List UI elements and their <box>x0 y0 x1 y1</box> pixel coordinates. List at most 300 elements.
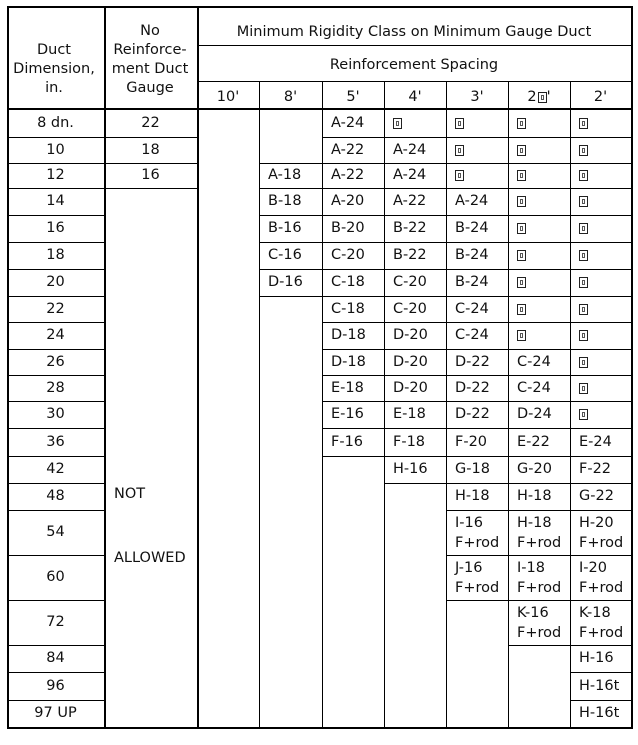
duct-dimension-cell: 14 <box>46 193 65 210</box>
header-line-spacing <box>197 81 631 82</box>
rigidity-cell-c4 <box>384 110 455 137</box>
rigidity-cell-c5: E-18 <box>331 379 364 396</box>
missing-glyph-icon <box>517 170 526 181</box>
cell-line: F+rod <box>517 534 562 551</box>
row-line-c2 <box>570 242 631 243</box>
row-line-c5 <box>322 375 384 376</box>
header-spacing-3 <box>384 86 446 108</box>
rigidity-cell-c5: A-24 <box>331 115 365 132</box>
rigidity-cell-c3: H-18 <box>455 488 490 505</box>
col-line-header <box>570 81 571 110</box>
duct-dimension-cell: 42 <box>46 461 65 478</box>
col-line-header <box>322 81 323 110</box>
rigidity-cell-c2h <box>508 242 579 269</box>
rigidity-cell-c3: B-24 <box>455 274 489 291</box>
cell-line: F+rod <box>517 579 562 596</box>
rigidity-cell-c2h <box>508 269 579 296</box>
header-spacing-label: 2' <box>593 88 608 105</box>
rigidity-cell-c4: E-18 <box>393 406 426 423</box>
gauge-cell: 18 <box>141 141 160 158</box>
duct-dimension-cell: 20 <box>46 274 65 291</box>
row-line-c4 <box>384 483 446 484</box>
row-line-c2 <box>570 137 631 138</box>
row-line-c5 <box>322 401 384 402</box>
row-line-c3 <box>446 269 508 270</box>
rigidity-cell-c8: B-18 <box>268 193 302 210</box>
row-line-c2h <box>508 349 570 350</box>
header-minimum-rigidity: Minimum Rigidity Class on Minimum Gauge Duct <box>236 24 592 40</box>
table-border-left <box>7 6 9 729</box>
cell-line: I-20 <box>579 559 607 576</box>
duct-dimension-cell: 18 <box>46 247 65 264</box>
col-line-body <box>384 110 385 727</box>
rigidity-cell-c3: B-24 <box>455 247 489 264</box>
missing-glyph-icon <box>517 277 526 288</box>
row-line-dimension <box>7 510 104 511</box>
row-line-c2h <box>508 510 570 511</box>
missing-glyph-icon <box>579 170 588 181</box>
missing-glyph-icon <box>579 383 588 394</box>
row-line-c4 <box>384 375 446 376</box>
header-duct-dimension-line: Duct <box>36 42 71 58</box>
rigidity-cell-c2: E-24 <box>579 433 612 450</box>
header-duct-dimension-line: Dimension, <box>13 61 95 77</box>
header-spacing-label: 8' <box>283 88 298 105</box>
rigidity-cell-c2: G-22 <box>579 488 614 505</box>
rigidity-cell-c2 <box>570 375 638 401</box>
col-line-2 <box>197 6 199 729</box>
rigidity-cell-c3 <box>446 110 517 137</box>
rigidity-cell-c2h <box>508 600 579 645</box>
row-line-c2h <box>508 242 570 243</box>
row-line-c2 <box>570 215 631 216</box>
rigidity-cell-c3: G-18 <box>455 461 490 478</box>
row-line-c3 <box>446 163 508 164</box>
row-line-c3 <box>446 296 508 297</box>
rigidity-cell-c4: H-16 <box>393 461 428 478</box>
rigidity-cell-c2h: G-20 <box>517 461 552 478</box>
row-line-c2 <box>570 600 631 601</box>
row-line-c3 <box>446 428 508 429</box>
col-line-header <box>508 81 509 110</box>
row-line-c3 <box>446 401 508 402</box>
rigidity-cell-c4: A-24 <box>393 141 427 158</box>
rigidity-cell-c2 <box>570 269 638 296</box>
rigidity-cell-c3 <box>446 510 517 555</box>
missing-glyph-icon <box>517 250 526 261</box>
header-spacing-1 <box>259 86 322 108</box>
rigidity-cell-c3: A-24 <box>455 193 489 210</box>
row-line-dimension <box>7 215 104 216</box>
rigidity-cell-c2 <box>570 110 638 137</box>
missing-glyph-icon <box>579 304 588 315</box>
cell-line: F+rod <box>579 579 624 596</box>
rigidity-cell-c2 <box>570 188 638 215</box>
col-line-body <box>570 110 571 727</box>
row-line-c2 <box>570 428 631 429</box>
row-line-c2 <box>570 456 631 457</box>
rigidity-cell-c3: D-22 <box>455 353 490 370</box>
cell-line: H-20 <box>579 514 614 531</box>
row-line-c4 <box>384 349 446 350</box>
row-line-dimension <box>7 322 104 323</box>
col-line-header <box>259 81 260 110</box>
duct-dimension-cell: 72 <box>46 614 65 631</box>
missing-glyph-icon <box>579 330 588 341</box>
duct-dimension-cell: 84 <box>46 650 65 667</box>
rigidity-cell-c2h <box>508 322 579 349</box>
missing-glyph-icon <box>579 409 588 420</box>
cell-line: F+rod <box>579 624 624 641</box>
duct-dimension-cell: 10 <box>46 141 65 158</box>
missing-glyph-icon <box>579 196 588 207</box>
rigidity-cell-c5: C-18 <box>331 300 365 317</box>
duct-dimension-cell: 26 <box>46 353 65 370</box>
cell-line: K-16 <box>517 604 549 621</box>
cell-line: I-16 <box>455 514 483 531</box>
rigidity-cell-c2 <box>570 242 638 269</box>
rigidity-cell-c4: C-20 <box>393 300 427 317</box>
row-line-c2h <box>508 375 570 376</box>
col-line-header <box>384 81 385 110</box>
row-line-c8 <box>259 188 322 189</box>
rigidity-cell-c3: C-24 <box>455 300 489 317</box>
row-line-dimension <box>7 700 104 701</box>
rigidity-cell-c3: C-24 <box>455 327 489 344</box>
row-line-c2 <box>570 645 631 646</box>
col-line-header <box>446 81 447 110</box>
row-line-c5 <box>322 296 384 297</box>
missing-glyph-icon <box>579 250 588 261</box>
cell-line: H-18 <box>517 514 552 531</box>
missing-glyph-icon <box>579 223 588 234</box>
row-line-c5 <box>322 322 384 323</box>
row-line-c2h <box>508 401 570 402</box>
row-line-c5 <box>322 137 384 138</box>
missing-glyph-icon <box>455 145 464 156</box>
col-line-body <box>446 110 447 727</box>
row-line-c4 <box>384 188 446 189</box>
row-line-c4 <box>384 242 446 243</box>
row-line-c5 <box>322 242 384 243</box>
missing-glyph-icon <box>579 277 588 288</box>
rigidity-cell-c2 <box>570 163 638 188</box>
table-border-bottom <box>7 727 633 729</box>
duct-dimension-cell: 30 <box>46 406 65 423</box>
row-line-c2h <box>508 296 570 297</box>
table-border-right <box>631 6 633 729</box>
row-line-dimension <box>7 188 104 189</box>
header-spacing-5: 2 ' <box>527 88 551 105</box>
rigidity-cell-c2h <box>508 163 579 188</box>
row-line-c2h <box>508 322 570 323</box>
duct-dimension-cell: 97 UP <box>34 705 77 722</box>
duct-dimension-cell: 12 <box>46 167 65 184</box>
header-duct-dimension-line: in. <box>45 80 63 96</box>
rigidity-cell-c4: B-22 <box>393 220 427 237</box>
row-line-c5 <box>322 269 384 270</box>
cell-line: K-18 <box>579 604 611 621</box>
rigidity-cell-c3: D-22 <box>455 406 490 423</box>
row-line-c2 <box>570 700 631 701</box>
row-line-c2h <box>508 137 570 138</box>
row-line-dimension <box>7 600 104 601</box>
row-line-dimension <box>7 296 104 297</box>
rigidity-cell-c5: A-22 <box>331 141 365 158</box>
rigidity-cell-c4: D-20 <box>393 327 428 344</box>
rigidity-cell-c3 <box>446 137 517 163</box>
row-line-c4 <box>384 137 446 138</box>
cell-line: F+rod <box>455 534 500 551</box>
row-line-dimension <box>7 242 104 243</box>
row-line-c4 <box>384 215 446 216</box>
rigidity-cell-c2 <box>570 401 638 428</box>
duct-dimension-cell: 28 <box>46 379 65 396</box>
row-line-c8 <box>259 296 322 297</box>
rigidity-cell-c2h <box>508 137 579 163</box>
rigidity-cell-c2h: C-24 <box>517 353 551 370</box>
rigidity-cell-c2 <box>570 600 638 645</box>
rigidity-cell-c3 <box>446 163 517 188</box>
row-line-c2h <box>508 483 570 484</box>
rigidity-cell-c4: A-24 <box>393 167 427 184</box>
row-line-dimension <box>7 645 104 646</box>
row-line-c2 <box>570 188 631 189</box>
row-line-gauge <box>104 137 197 138</box>
missing-glyph-icon <box>517 304 526 315</box>
row-line-c3 <box>446 456 508 457</box>
cell-line: J-16 <box>455 559 483 576</box>
missing-glyph-icon <box>517 196 526 207</box>
duct-dimension-cell: 16 <box>46 220 65 237</box>
rigidity-cell-c4: F-18 <box>393 433 426 450</box>
row-line-c2 <box>570 510 631 511</box>
duct-dimension-cell: 54 <box>46 524 65 541</box>
missing-glyph-icon <box>579 357 588 368</box>
rigidity-cell-c5: C-18 <box>331 274 365 291</box>
row-line-dimension <box>7 672 104 673</box>
rigidity-cell-c2 <box>570 322 638 349</box>
row-line-c5 <box>322 215 384 216</box>
rigidity-cell-c2: H-16 <box>579 650 614 667</box>
cell-line: I-18 <box>517 559 545 576</box>
row-line-c2 <box>570 672 631 673</box>
row-line-c4 <box>384 428 446 429</box>
rigidity-cell-c2: F-22 <box>579 461 612 478</box>
rigidity-cell-c5: A-20 <box>331 193 365 210</box>
rigidity-cell-c2h <box>508 555 579 600</box>
row-line-dimension <box>7 163 104 164</box>
row-line-c3 <box>446 483 508 484</box>
missing-glyph-icon <box>393 118 402 129</box>
rigidity-cell-c2 <box>570 510 638 555</box>
col-line-1 <box>104 6 106 729</box>
row-line-c2 <box>570 401 631 402</box>
row-line-c8 <box>259 269 322 270</box>
rigidity-cell-c2h <box>508 188 579 215</box>
row-line-c2 <box>570 322 631 323</box>
row-line-c2 <box>570 349 631 350</box>
row-line-c5 <box>322 163 384 164</box>
header-spacing-label: 4' <box>408 88 422 105</box>
row-line-c3 <box>446 375 508 376</box>
rigidity-cell-c3 <box>446 555 517 600</box>
missing-glyph-icon <box>517 118 526 129</box>
header-no-reinforcement-gauge <box>104 22 196 98</box>
rigidity-cell-c4: B-22 <box>393 247 427 264</box>
rigidity-cell-c2h: D-24 <box>517 406 552 423</box>
rigidity-cell-c8: B-16 <box>268 220 302 237</box>
row-line-dimension <box>7 269 104 270</box>
row-line-c2 <box>570 163 631 164</box>
rigidity-cell-c5: F-16 <box>331 433 364 450</box>
cell-line: F+rod <box>579 534 624 551</box>
missing-glyph-icon <box>579 145 588 156</box>
row-line-dimension <box>7 401 104 402</box>
missing-glyph-icon <box>455 170 464 181</box>
rigidity-cell-c2h <box>508 296 579 322</box>
rigidity-cell-c5: C-20 <box>331 247 365 264</box>
row-line-gauge <box>104 163 197 164</box>
col-line-body <box>508 110 509 727</box>
row-line-c5 <box>322 349 384 350</box>
missing-glyph-icon <box>517 330 526 341</box>
row-line-c3 <box>446 215 508 216</box>
header-spacing-2 <box>322 86 384 108</box>
rigidity-cell-c5: D-18 <box>331 327 366 344</box>
rigidity-cell-c4: D-20 <box>393 353 428 370</box>
rigidity-cell-c5: A-22 <box>331 167 365 184</box>
row-line-c5 <box>322 188 384 189</box>
header-reinforcement-spacing: Reinforcement Spacing <box>329 57 499 73</box>
duct-dimension-cell: 36 <box>46 433 65 450</box>
row-line-c3 <box>446 510 508 511</box>
rigidity-cell-c2 <box>570 137 638 163</box>
missing-glyph-icon <box>579 118 588 129</box>
row-line-c3 <box>446 242 508 243</box>
row-line-c4 <box>384 163 446 164</box>
row-line-c4 <box>384 456 446 457</box>
row-line-c2 <box>570 555 631 556</box>
header-duct-dimension <box>6 41 102 98</box>
rigidity-cell-c3: D-22 <box>455 379 490 396</box>
row-line-c2h <box>508 600 570 601</box>
rigidity-cell-c2h: H-18 <box>517 488 552 505</box>
rigidity-cell-c3: F-20 <box>455 433 488 450</box>
missing-glyph-icon <box>455 118 464 129</box>
header-no-reinforcement-line: ment Duct <box>111 61 189 77</box>
cell-line: F+rod <box>455 579 500 596</box>
row-line-c3 <box>446 322 508 323</box>
row-line-c8 <box>259 215 322 216</box>
row-line-c2h <box>508 555 570 556</box>
row-line-c4 <box>384 296 446 297</box>
row-line-c8-start <box>259 163 322 164</box>
duct-dimension-cell: 48 <box>46 488 65 505</box>
duct-dimension-cell: 96 <box>46 677 65 694</box>
table-border-top <box>7 6 633 8</box>
rigidity-cell-c8: C-16 <box>268 247 302 264</box>
col-line-body <box>259 110 260 727</box>
duct-dimension-cell: 8 dn. <box>37 115 74 132</box>
row-line-dimension <box>7 483 104 484</box>
header-line-mid <box>197 45 631 46</box>
row-line-gauge <box>104 188 197 189</box>
row-line-dimension <box>7 456 104 457</box>
duct-dimension-cell: 24 <box>46 327 65 344</box>
rigidity-cell-c5: E-16 <box>331 406 364 423</box>
row-line-c4 <box>384 322 446 323</box>
row-line-dimension <box>7 428 104 429</box>
row-line-c2h <box>508 269 570 270</box>
col-line-body <box>322 110 323 727</box>
rigidity-cell-c2h <box>508 510 579 555</box>
row-line-dimension <box>7 137 104 138</box>
rigidity-cell-c4: C-20 <box>393 274 427 291</box>
header-spacing-4 <box>446 86 508 108</box>
row-line-c5 <box>322 456 384 457</box>
header-spacing-label: 5' <box>346 88 360 105</box>
header-spacing-6 <box>570 86 631 108</box>
rigidity-cell-c4: D-20 <box>393 379 428 396</box>
row-line-c3 <box>446 188 508 189</box>
rigidity-cell-c5: D-18 <box>331 353 366 370</box>
rigidity-cell-c5: B-20 <box>331 220 365 237</box>
rigidity-cell-c2: H-16t <box>579 677 620 694</box>
row-line-c2 <box>570 296 631 297</box>
row-line-c3 <box>446 555 508 556</box>
row-line-c2h <box>508 428 570 429</box>
header-line-bottom <box>7 108 631 110</box>
row-line-dimension <box>7 375 104 376</box>
row-line-c4 <box>384 401 446 402</box>
header-no-reinforcement-line: Gauge <box>126 80 174 96</box>
header-spacing-label: 10' <box>216 88 240 105</box>
row-line-c2h <box>508 456 570 457</box>
rigidity-cell-c3: B-24 <box>455 220 489 237</box>
row-line-c3 <box>446 349 508 350</box>
rigidity-cell-c2 <box>570 555 638 600</box>
row-line-dimension <box>7 555 104 556</box>
row-line-c3 <box>446 600 508 601</box>
row-line-c2 <box>570 269 631 270</box>
cell-line: F+rod <box>517 624 562 641</box>
rigidity-cell-c8: A-18 <box>268 167 302 184</box>
row-line-c2h <box>508 645 570 646</box>
rigidity-cell-c2h <box>508 110 579 137</box>
header-no-reinforcement-line: Reinforce- <box>113 42 187 58</box>
not-allowed-label-top: NOT <box>114 485 146 502</box>
duct-dimension-cell: 22 <box>46 300 65 317</box>
rigidity-cell-c2h: C-24 <box>517 379 551 396</box>
row-line-c2h <box>508 215 570 216</box>
rigidity-cell-c4: A-22 <box>393 193 427 210</box>
row-line-c2h <box>508 163 570 164</box>
header-spacing-0 <box>197 86 259 108</box>
row-line-dimension <box>7 349 104 350</box>
row-line-c3 <box>446 137 508 138</box>
row-line-c5 <box>322 428 384 429</box>
row-line-c2h <box>508 188 570 189</box>
rigidity-cell-c2 <box>570 349 638 375</box>
rigidity-cell-c8: D-16 <box>268 274 303 291</box>
rigidity-cell-c2 <box>570 296 638 322</box>
missing-glyph-icon <box>517 145 526 156</box>
header-no-reinforcement-line: No <box>140 23 160 39</box>
missing-glyph-icon <box>538 92 547 103</box>
gauge-cell: 16 <box>141 167 160 184</box>
row-line-c8 <box>259 242 322 243</box>
